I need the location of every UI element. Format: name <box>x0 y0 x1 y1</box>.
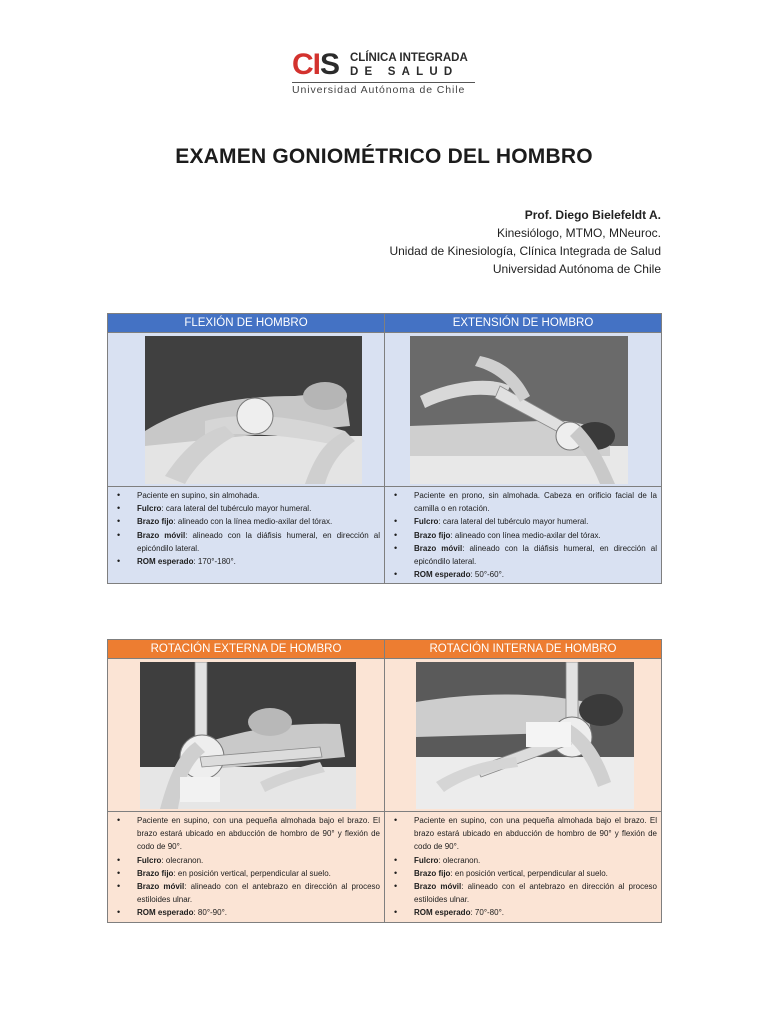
text-cell-external-rotation <box>108 812 385 922</box>
logo-university: Universidad Autónoma de Chile <box>292 84 466 96</box>
table-header-row <box>108 640 661 658</box>
list-item: • Brazo móvil: alineado con la diáfisis humeral, en dirección al epicóndilo lateral. <box>391 542 657 568</box>
list-item: • ROM esperado: 50°-60°. <box>391 568 657 581</box>
external-rotation-items <box>114 814 380 920</box>
internal-rotation-items <box>391 814 657 920</box>
table-flexion-extension <box>107 313 662 584</box>
author-unit: Unidad de Kinesiología, Clínica Integrada de Salud <box>389 244 661 258</box>
list-item: • Brazo fijo: alineado con línea medio-axilar del tórax. <box>391 529 657 542</box>
internal-rotation-photo <box>416 662 634 809</box>
list-item: • ROM esperado: 170°-180°. <box>114 555 380 568</box>
logo-divider <box>292 82 475 83</box>
list-item: • Paciente en supino, sin almohada. <box>114 489 380 502</box>
list-item: • Fulcro: olecranon. <box>391 854 657 867</box>
header-extension: EXTENSIÓN DE HOMBRO <box>385 314 661 332</box>
list-item: • Brazo fijo: alineado con la línea medio-axilar del tórax. <box>114 515 380 528</box>
image-cell-external-rotation <box>108 658 385 812</box>
image-cell-flexion <box>108 332 385 487</box>
image-cell-extension <box>385 332 661 487</box>
list-item: • Brazo fijo: en posición vertical, perpendicular al suelo. <box>114 867 380 880</box>
document-title: EXAMEN GONIOMÉTRICO DEL HOMBRO <box>175 145 593 168</box>
flexion-items <box>114 489 380 568</box>
list-item: • Brazo móvil: alineado con la diáfisis humeral, en dirección al epicóndilo lateral. <box>114 529 380 555</box>
table-rotation <box>107 639 662 923</box>
extension-photo <box>410 336 628 484</box>
table-text-row <box>108 487 661 583</box>
author-credentials: Kinesiólogo, MTMO, MNeuroc. <box>496 226 661 240</box>
list-item: • Brazo móvil: alineado con el antebrazo en dirección al proceso estiloides ulnar. <box>114 880 380 906</box>
external-rotation-photo <box>140 662 356 809</box>
header-flexion: FLEXIÓN DE HOMBRO <box>108 314 385 332</box>
author-name: Prof. Diego Bielefeldt A. <box>524 208 661 222</box>
image-cell-internal-rotation <box>385 658 661 812</box>
flexion-photo <box>145 336 362 484</box>
table-image-row <box>108 332 661 487</box>
table-image-row <box>108 658 661 812</box>
extension-items <box>391 489 657 581</box>
list-item: • Brazo fijo: en posición vertical, perpendicular al suelo. <box>391 867 657 880</box>
list-item: • ROM esperado: 80°-90°. <box>114 906 380 919</box>
table-header-row <box>108 314 661 332</box>
list-item: • Brazo móvil: alineado con el antebrazo en dirección al proceso estiloides ulnar. <box>391 880 657 906</box>
list-item: • Fulcro: cara lateral del tubérculo mayor humeral. <box>114 502 380 515</box>
text-cell-internal-rotation <box>385 812 661 922</box>
list-item: • Paciente en supino, con una pequeña almohada bajo el brazo. El brazo estará ubicado en abducción de hombro de 90° y flexión de codo de 90°. <box>114 814 380 854</box>
logo-name-line1: CLÍNICA INTEGRADA <box>350 52 468 64</box>
logo-mark: CIS <box>292 48 340 81</box>
list-item: • ROM esperado: 70°-80°. <box>391 906 657 919</box>
author-university: Universidad Autónoma de Chile <box>492 262 661 276</box>
list-item: • Fulcro: cara lateral del tubérculo mayor humeral. <box>391 515 657 528</box>
header-external-rotation: ROTACIÓN EXTERNA DE HOMBRO <box>108 640 385 658</box>
author-block <box>389 206 661 278</box>
text-cell-extension <box>385 487 661 583</box>
table-text-row <box>108 812 661 922</box>
logo-name-line2: DE SALUD <box>350 66 459 78</box>
list-item: • Paciente en prono, sin almohada. Cabeza en orificio facial de la camilla o en rotación. <box>391 489 657 515</box>
list-item: • Paciente en supino, con una pequeña almohada bajo el brazo. El brazo estará ubicado en abducción de hombro de 90° y flexión de codo de 90°. <box>391 814 657 854</box>
list-item: • Fulcro: olecranon. <box>114 854 380 867</box>
header-internal-rotation: ROTACIÓN INTERNA DE HOMBRO <box>385 640 661 658</box>
clinic-logo <box>292 50 482 98</box>
text-cell-flexion <box>108 487 385 583</box>
